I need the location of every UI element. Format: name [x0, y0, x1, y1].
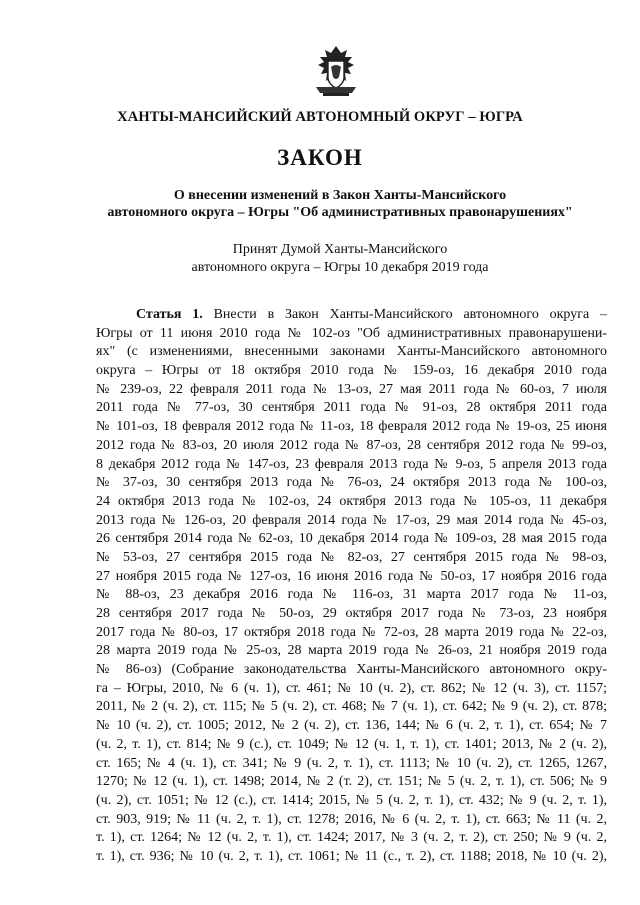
article-line: 2013 года № 126-оз, 20 февраля 2014 года № 17-оз, 29 мая 2014 года № 45-оз, [96, 512, 607, 528]
article-line: (ч. 2), ст. 1051; № 12 (с.), ст. 1414; 2015, № 5 (ч. 2, т. 1), ст. 432; № 9 (ч. 2, т. 1), [96, 792, 607, 808]
article-line: 8 декабря 2012 года № 147-оз, 23 февраля 2013 года № 9-оз, 5 апреля 2013 года [96, 456, 607, 472]
law-title-line: автономного округа – Югры "Об административных правонарушениях" [107, 205, 573, 220]
article-label: Статья 1. [136, 307, 203, 322]
article-line: № 239-оз, 22 февраля 2011 года № 13-оз, 27 мая 2011 года № 60-оз, 7 июля [96, 381, 607, 397]
article-line-text: Внести в Закон Ханты-Мансийского автономного округа – [213, 307, 607, 322]
law-title-line: О внесении изменений в Закон Ханты-Мансийского [173, 188, 507, 203]
article-line: № 88-оз, 23 декабря 2016 года № 116-оз, 31 марта 2017 года № 11-оз, [96, 587, 607, 603]
article-line: 28 сентября 2017 года № 50-оз, 29 октября 2017 года № 73-оз, 23 ноября [96, 606, 607, 621]
region-heading: ХАНТЫ-МАНСИЙСКИЙ АВТОНОМНЫЙ ОКРУГ – ЮГРА [117, 109, 523, 125]
article-line: № 86-оз) (Собрание законодательства Ханты-Мансийского автономного окру- [96, 662, 607, 678]
article-line [96, 306, 607, 325]
article-line: ях" (с изменениями, внесенными законами Ханты-Мансийского автономного [96, 344, 607, 360]
article-line: № 101-оз, 18 февраля 2012 года № 11-оз, 18 февраля 2012 года № 19-оз, 25 июня [96, 419, 607, 435]
article-line: 28 марта 2019 года № 25-оз, 28 марта 2019 года № 26-оз, 21 ноября 2019 года [96, 643, 607, 659]
article-line: ст. 903, 919; № 11 (ч. 2, т. 1), ст. 1278; 2016, № 6 (ч. 2, т. 1), ст. 663; № 11 (ч. 2, [96, 811, 607, 827]
article-line: 1270; № 12 (ч. 1), ст. 1498; 2014, № 2 (т. 2), ст. 151; № 5 (ч. 2, т. 1), ст. 506; № 9 [96, 774, 607, 790]
adoption-note-line: автономного округа – Югры 10 декабря 2019 года [191, 260, 489, 275]
law-title [60, 187, 620, 221]
article-line: т. 1), ст. 1264; № 12 (ч. 2, т. 1), ст. 1424; 2017, № 3 (ч. 2, т. 2), ст. 250; № 9 (ч. 2, [96, 830, 607, 846]
article-line: ст. 165; № 4 (ч. 1), ст. 341; № 9 (ч. 2, т. 1), ст. 1113; № 10 (ч. 2), ст. 1265, 1267, [96, 755, 607, 771]
article-line: № 53-оз, 27 сентября 2015 года № 82-оз, 27 сентября 2015 года № 98-оз, [96, 549, 607, 565]
article-line: № 37-оз, 30 сентября 2013 года № 76-оз, 24 октября 2013 года № 100-оз, [96, 475, 607, 491]
article-line: 2012 года № 83-оз, 20 июля 2012 года № 87-оз, 28 сентября 2012 года № 99-оз, [96, 437, 607, 453]
article-line: (ч. 2, т. 1), ст. 814; № 9 (с.), ст. 1049; № 12 (ч. 1, т. 1), ст. 1401; 2013, № 2 (ч. 2), [96, 736, 607, 752]
article-line: 2017 года № 80-оз, 17 октября 2018 года № 72-оз, 28 марта 2019 года № 22-оз, [96, 624, 607, 640]
article-line: 27 ноября 2015 года № 127-оз, 16 июня 2016 года № 50-оз, 17 ноября 2016 года [96, 568, 607, 584]
article-line: т. 1), ст. 936; № 10 (ч. 2, т. 1), ст. 1061; № 11 (с., т. 2), ст. 1188; 2018, № 10 (ч. 2), [96, 848, 607, 864]
adoption-note [60, 241, 620, 277]
article-body [96, 306, 607, 867]
adoption-note-line: Принят Думой Ханты-Мансийского [232, 242, 448, 257]
article-line: № 10 (ч. 2), ст. 1005; 2012, № 2 (ч. 2), ст. 136, 144; № 6 (ч. 2, т. 1), ст. 654; № 7 [96, 718, 607, 734]
article-line: 26 сентября 2014 года № 62-оз, 10 декабря 2014 года № 109-оз, 28 мая 2015 года [96, 531, 607, 547]
article-line: га – Югры, 2010, № 6 (ч. 1), ст. 461; № 10 (ч. 2), ст. 862; № 12 (ч. 3), ст. 1157; [96, 680, 607, 696]
coat-of-arms-emblem [311, 43, 361, 99]
article-line: 24 октября 2013 года № 102-оз, 24 октября 2013 года № 105-оз, 11 декабря [96, 493, 607, 509]
article-line: округа – Югры от 18 октября 2010 года № 159-оз, 16 декабря 2010 года [96, 363, 607, 379]
article-line: 2011, № 2 (ч. 2), ст. 115; № 5 (ч. 2), ст. 468; № 7 (ч. 1), ст. 642; № 9 (ч. 2), ст. 878; [96, 699, 607, 715]
article-line: 2011 года № 77-оз, 30 сентября 2011 года № 91-оз, 28 октября 2011 года [96, 400, 607, 416]
article-line: Югры от 11 июня 2010 года № 102-оз "Об административных правонарушени- [96, 325, 607, 341]
document-type-heading: ЗАКОН [277, 145, 363, 170]
